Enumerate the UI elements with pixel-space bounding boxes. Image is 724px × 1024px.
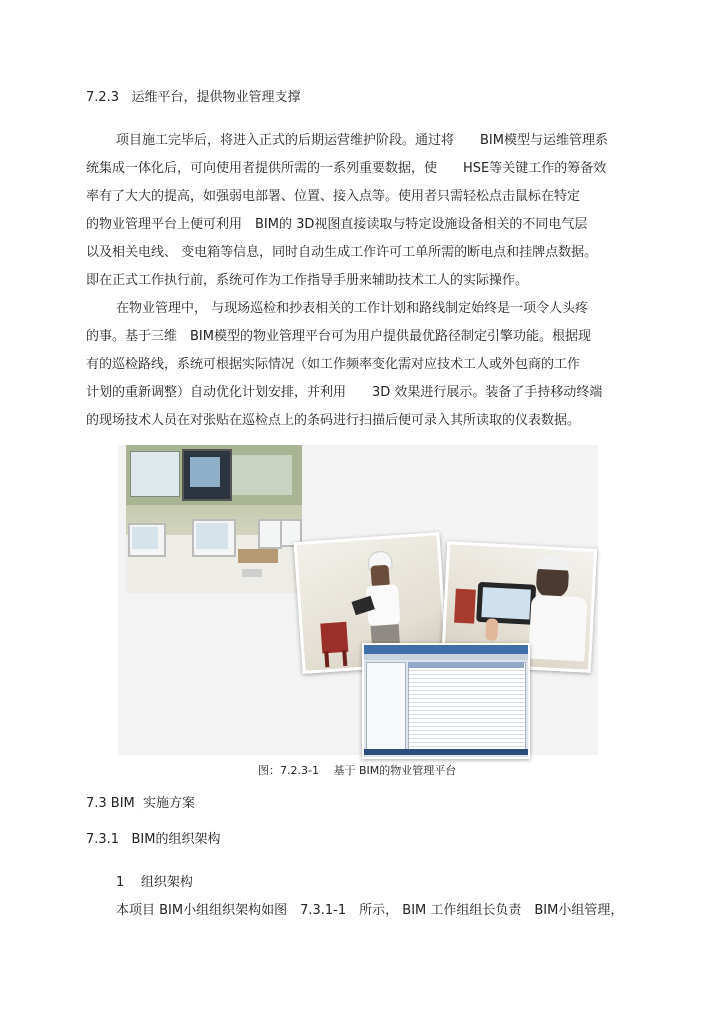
paragraph-line: 项目施工完毕后，将进入正式的后期运营维护阶段。通过将 BIM模型与运维管理系	[116, 133, 608, 148]
paragraph-line: 率有了大大的提高，如强弱电部署、位置、接入点等。使用者只需轻松点击鼠标在特定	[86, 189, 581, 204]
figure-caption: 图：7.2.3-1 基于 BIM的物业管理平台	[258, 764, 457, 777]
paragraph-line: 有的巡检路线，系统可根据实际情况（如工作频率变化需对应技术工人或外包商的工作	[86, 357, 581, 372]
paragraph-line: 即在正式工作执行前，系统可作为工作指导手册来辅助技术工人的实际操作。	[86, 273, 529, 288]
section-number: 7.3 BIM	[86, 796, 135, 811]
figure-photo-collage	[118, 445, 598, 755]
paragraph-line: 的现场技术人员在对张贴在巡检点上的条码进行扫描后便可录入其所读取的仪表数据。	[86, 413, 581, 428]
list-item-heading	[116, 874, 193, 892]
list-item-title: 组织架构	[140, 875, 193, 890]
paragraph-line: 以及相关电线、 变电箱等信息，同时自动生成工作许可工单所需的断电点和挂牌点数据。	[86, 245, 598, 260]
section-title: 实施方案	[143, 796, 196, 811]
section-title: BIM的组织架构	[131, 832, 221, 847]
control-room-photo	[126, 445, 302, 593]
paragraph-line: 的物业管理平台上便可利用 BIM的 3D视图直接读取与特定设施设备相关的不同电气层	[86, 217, 588, 232]
software-screenshot	[362, 643, 530, 759]
section-heading-7-3-1	[86, 831, 220, 849]
paragraph-line: 的事。基于三维 BIM模型的物业管理平台可为用户提供最优路径制定引擎功能。根据现	[86, 329, 591, 344]
paragraph-line: 统集成一体化后，可向使用者提供所需的一系列重要数据，使 HSE等关键工作的筹备效	[86, 161, 607, 176]
section-number: 7.3.1	[86, 832, 120, 847]
section-heading-7-2-3	[86, 89, 301, 107]
paragraph-line: 在物业管理中， 与现场巡检和抄表相关的工作计划和路线制定始终是一项令人头疼	[116, 301, 589, 316]
section-title: 运维平台，提供物业管理支撑	[131, 90, 301, 105]
list-item-number: 1	[116, 875, 125, 890]
paragraph-line: 计划的重新调整）自动优化计划安排，并利用 3D 效果进行展示。装备了手持移动终端	[86, 385, 603, 400]
section-heading-7-3	[86, 795, 195, 813]
section-number: 7.2.3	[86, 90, 120, 105]
paragraph-line: 本项目 BIM小组组织架构如图 7.3.1-1 所示， BIM 工作组组长负责 BIM小组管理，	[116, 903, 624, 918]
